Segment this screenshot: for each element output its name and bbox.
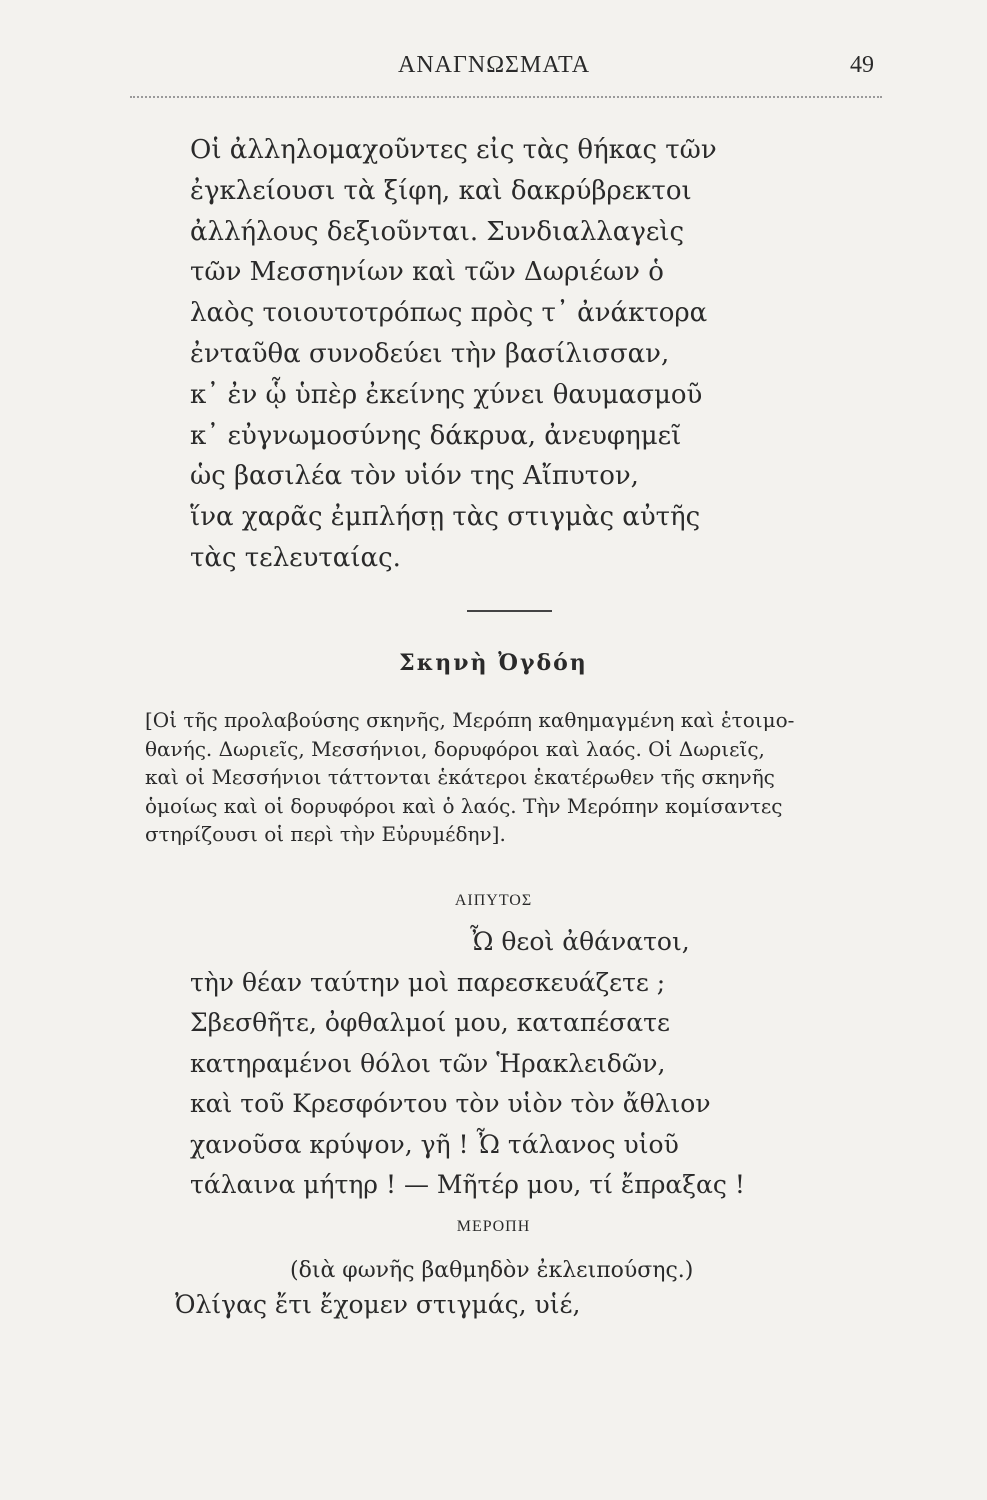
- verse-block-2: [190, 922, 810, 1206]
- verse-line: Ὀλίγας ἔτι ἔχομεν στιγμάς, υἱέ,: [175, 1290, 581, 1319]
- verse-line: τάλαινα μήτηρ ! — Μῆτέρ μου, τί ἔπραξας !: [190, 1170, 745, 1199]
- stage-direction-line: ὁμοίως καὶ οἱ δορυφόροι καὶ ὁ λαός. Τὴν Μερόπην κομίσαντες: [145, 793, 783, 818]
- verse-line: χανοῦσα κρύψον, γῆ ! Ὦ τάλανος υἱοῦ: [190, 1129, 679, 1159]
- verse-line: καὶ τοῦ Κρεσφόντου τὸν υἱὸν τὸν ἄθλιον: [190, 1089, 711, 1118]
- verse-line: Σβεσθῆτε, ὀφθαλμοί μου, καταπέσατε: [190, 1008, 670, 1037]
- verse-block-1: [190, 130, 750, 579]
- header-rule: [130, 96, 882, 98]
- running-head: [0, 52, 987, 92]
- stage-direction: [145, 706, 895, 849]
- verse-line: κ᾽ εὐγνωμοσύνης δάκρυα, ἀνευφημεῖ: [190, 420, 682, 451]
- page-number: 49: [850, 52, 874, 78]
- speaker-name: ΜΕΡΟΠΗ: [456, 1218, 531, 1235]
- verse-line: ἵνα χαρᾶς ἐμπλήσῃ τὰς στιγμὰς αὐτῆς: [190, 502, 701, 533]
- verse-line: κ᾽ ἐν ᾧ ὑπὲρ ἐκείνης χύνει θαυμασμοῦ: [190, 379, 703, 410]
- stage-aside: (διὰ φωνῆς βαθμηδὸν ἐκλειπούσης.): [290, 1258, 694, 1283]
- verse-line: ἐγκλείουσι τὰ ξίφη, καὶ δακρύβρεκτοι: [190, 175, 692, 206]
- verse-line: λαὸς τοιουτοτρόπως πρὸς τ᾽ ἀνάκτορα: [190, 298, 708, 329]
- stage-direction-line: στηρίζουσι οἱ περὶ τὴν Εὐρυμέδην].: [145, 822, 506, 846]
- verse-line: Ὦ θεοὶ ἀθάνατοι,: [470, 927, 690, 956]
- running-title: ΑΝΑΓΝΩΣΜΑΤΑ: [398, 52, 591, 78]
- speaker-name: ΑΙΠΥΤΟΣ: [454, 892, 533, 909]
- verse-line: κατηραμένοι θόλοι τῶν Ἡρακλειδῶν,: [190, 1048, 666, 1078]
- stage-direction-line: καὶ οἱ Μεσσήνιοι τάττονται ἑκάτεροι ἑκατέρωθεν τῆς σκηνῆς: [145, 765, 775, 789]
- verse-line: τὴν θέαν ταύτην μοὶ παρεσκευάζετε ;: [190, 967, 666, 997]
- section-divider: [467, 610, 552, 612]
- stage-direction-line: θανής. Δωριεῖς, Μεσσήνιοι, δορυφόροι καὶ λαός. Οἱ Δωριεῖς,: [145, 736, 765, 761]
- verse-line: τῶν Μεσσηνίων καὶ τῶν Δωριέων ὁ: [190, 257, 664, 288]
- verse-line: ἐνταῦθα συνοδεύει τὴν βασίλισσαν,: [190, 338, 670, 369]
- verse-line: ὡς βασιλέα τὸν υἱόν της Αἴπυτον,: [190, 461, 639, 492]
- verse-line: ἀλλήλους δεξιοῦνται. Συνδιαλλαγεὶς: [190, 216, 685, 247]
- stage-direction-line: [Οἱ τῆς προλαβούσης σκηνῆς, Μερόπη καθημαγμένη καὶ ἑτοιμο-: [145, 708, 795, 732]
- scene-title: Σκηνὴ Ὀγδόη: [399, 650, 588, 676]
- verse-line: τὰς τελευταίας.: [190, 542, 401, 573]
- verse-line: Οἱ ἀλληλομαχοῦντες εἰς τὰς θήκας τῶν: [190, 135, 717, 165]
